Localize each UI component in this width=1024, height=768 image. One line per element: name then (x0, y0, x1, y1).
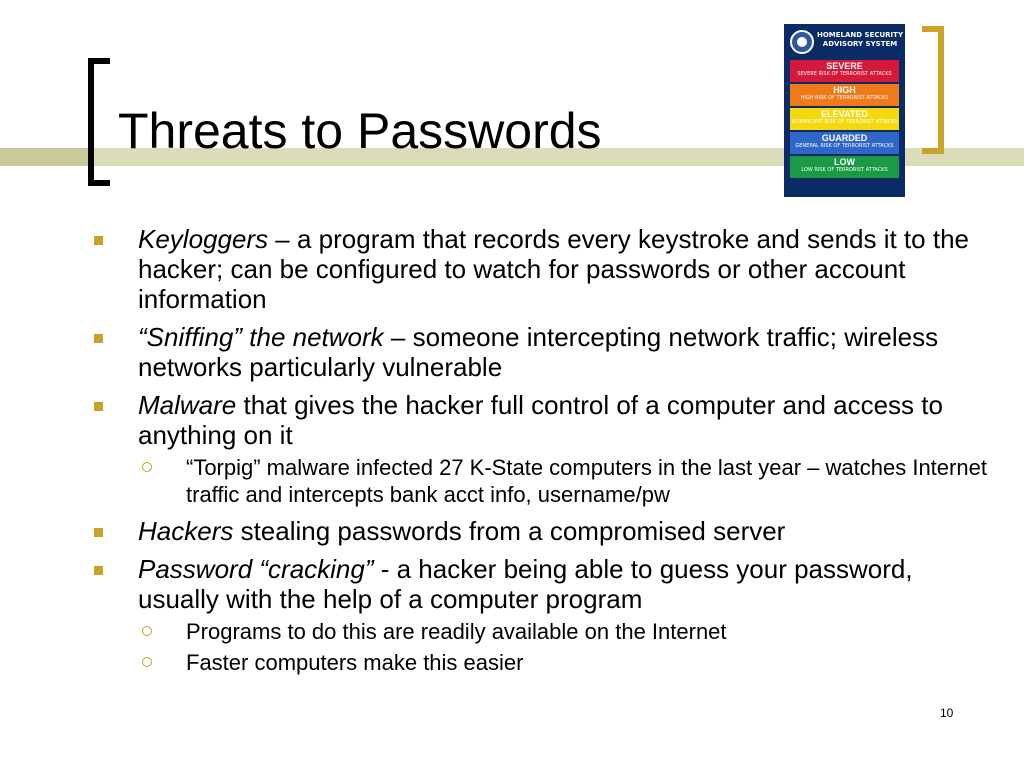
bullet-text: – someone intercepting network traffic; wireless networks particularly vulnerable (138, 322, 939, 382)
advisory-level-description: LOW RISK OF TERRORIST ATTACKS (801, 167, 888, 173)
advisory-level-description: HIGH RISK OF TERRORIST ATTACKS (800, 95, 889, 101)
square-bullet-icon (94, 236, 103, 245)
advisory-level-name: HIGH (833, 85, 856, 95)
bullet-term: Malware (138, 390, 237, 420)
square-bullet-icon (94, 334, 103, 343)
bullet-list (90, 224, 990, 676)
advisory-level-high (790, 84, 899, 106)
circle-bullet-icon (142, 626, 152, 636)
bullet-item (90, 322, 990, 382)
advisory-level-description: SIGNIFICANT RISK OF TERRORIST ATTACKS (791, 119, 898, 125)
advisory-level-description: SEVERE RISK OF TERRORIST ATTACKS (797, 71, 892, 77)
advisory-level-name: ELEVATED (821, 109, 868, 119)
advisory-level-elevated (790, 108, 899, 130)
bullet-term: “Sniffing” the network (138, 322, 384, 352)
advisory-level-name: GUARDED (821, 133, 868, 143)
advisory-level-severe (790, 60, 899, 82)
sub-bullet-list (138, 454, 990, 508)
slide-content (90, 224, 990, 684)
sub-bullet-list (138, 618, 990, 676)
advisory-level-guarded (790, 132, 899, 154)
advisory-level-name: SEVERE (826, 61, 863, 71)
bullet-text: stealing passwords from a compromised server (233, 516, 786, 546)
sub-bullet-item (138, 618, 990, 645)
advisory-levels (788, 60, 901, 178)
bullet-item (90, 224, 990, 314)
bullet-item (90, 390, 990, 508)
bullet-text: that gives the hacker full control of a computer and access to anything on it (138, 390, 943, 450)
sub-bullet-item (138, 649, 990, 676)
square-bullet-icon (94, 566, 103, 575)
advisory-level-low (790, 156, 899, 178)
advisory-chart-header (788, 28, 904, 60)
page-number: 10 (940, 706, 954, 720)
bullet-item (90, 554, 990, 676)
square-bullet-icon (94, 402, 103, 411)
left-bracket-decoration (88, 58, 110, 186)
bullet-term: Hackers (138, 516, 234, 546)
advisory-level-name: LOW (834, 157, 855, 167)
advisory-level-description: GENERAL RISK OF TERRORIST ATTACKS (795, 143, 894, 149)
bullet-term: Password “cracking” (138, 554, 374, 584)
dhs-seal-icon (790, 30, 814, 54)
circle-bullet-icon (142, 657, 152, 667)
bullet-text: - a hacker being able to guess your password, usually with the help of a computer program (138, 554, 913, 614)
slide-title: Threats to Passwords (118, 103, 602, 159)
sub-bullet-item (138, 454, 990, 508)
square-bullet-icon (94, 528, 103, 537)
sub-bullet-text: “Torpig” malware infected 27 K-State computers in the last year – watches Internet traffic and intercepts bank acct info, username/pw (186, 455, 987, 507)
right-bracket-decoration (922, 26, 944, 154)
sub-bullet-text: Programs to do this are readily available on the Internet (186, 619, 727, 644)
bullet-term: Keyloggers (138, 224, 269, 254)
title-band-accent (0, 148, 90, 166)
bullet-item (90, 516, 990, 546)
sub-bullet-text: Faster computers make this easier (186, 650, 524, 675)
circle-bullet-icon (142, 462, 152, 472)
advisory-chart-title: HOMELAND SECURITY ADVISORY SYSTEM (816, 31, 904, 48)
homeland-security-advisory-chart (784, 24, 905, 197)
bullet-text: – a program that records every keystroke and sends it to the hacker; can be configured to watch for passwords or other account information (138, 224, 969, 314)
